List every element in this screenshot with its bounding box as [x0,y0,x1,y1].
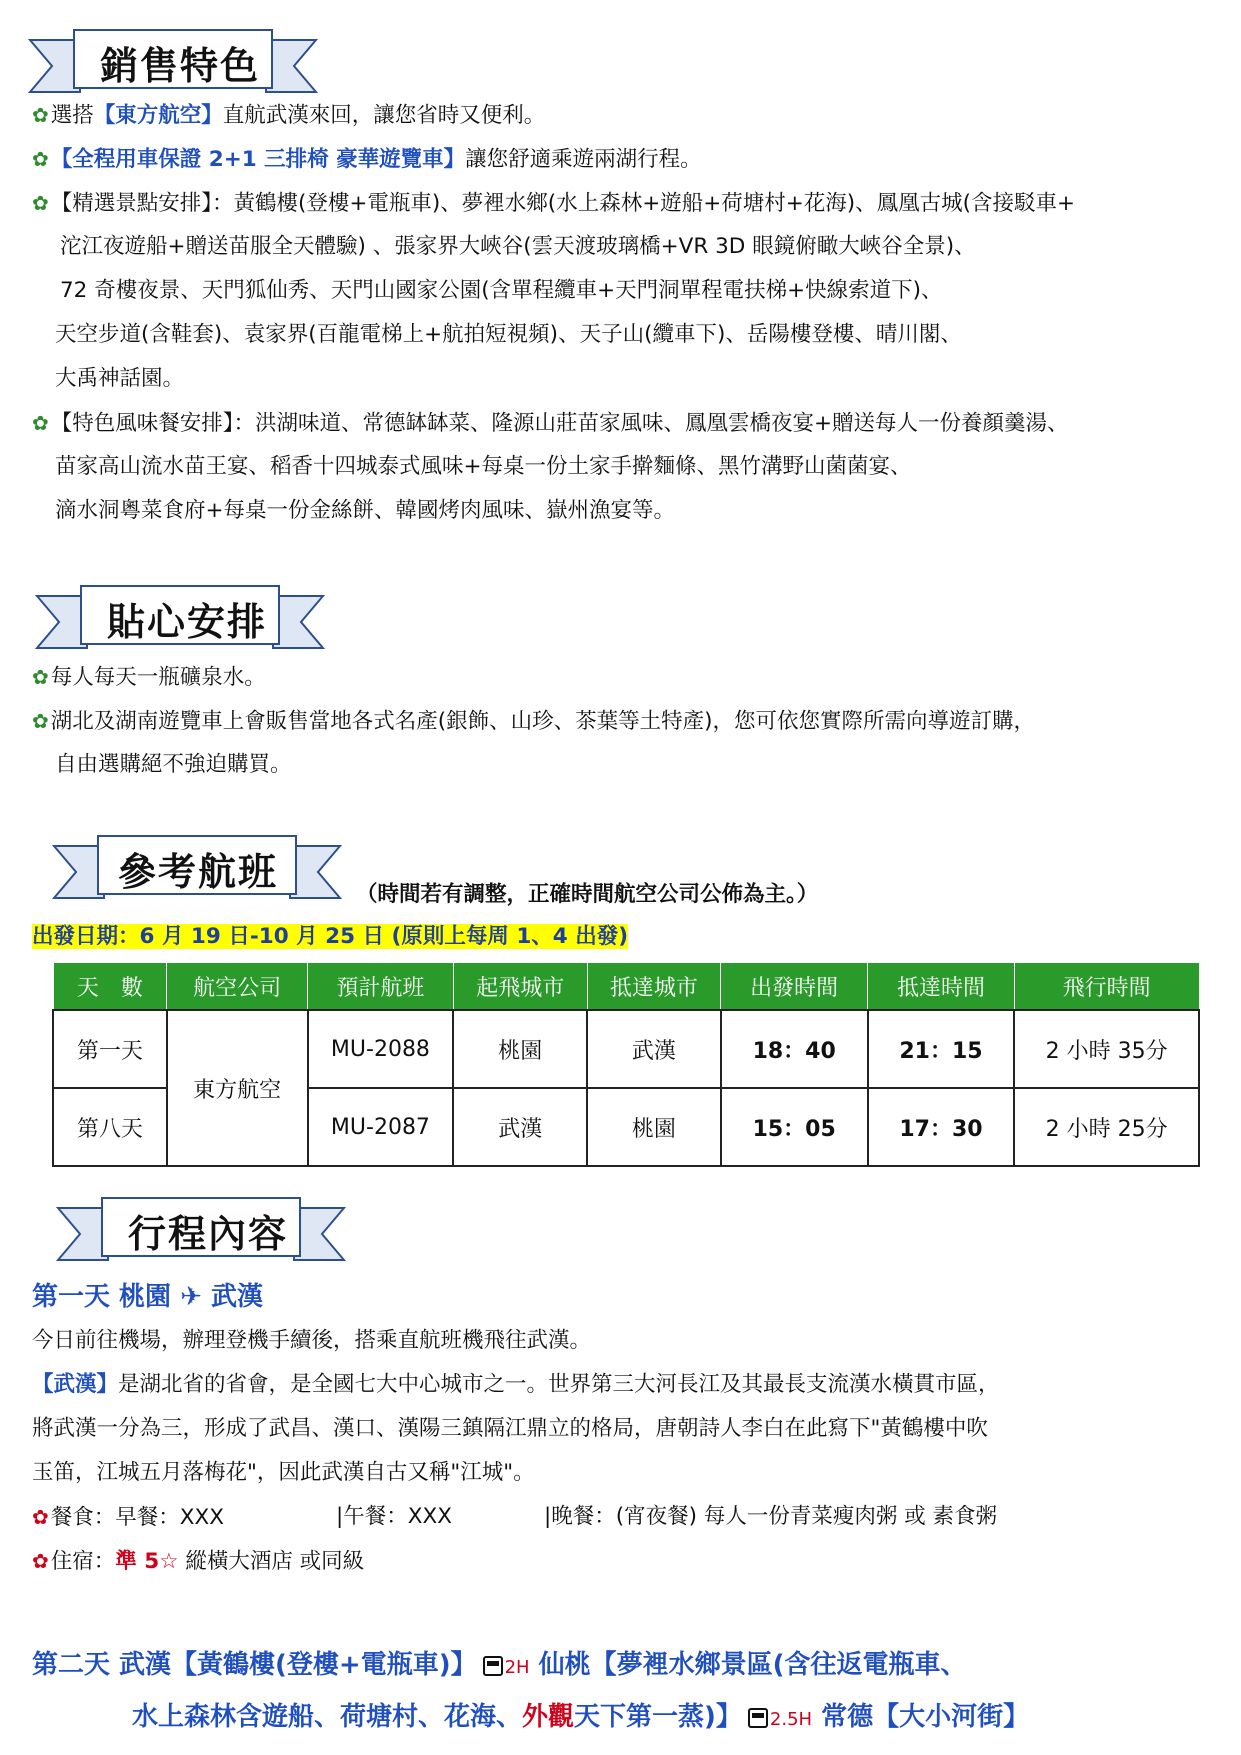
banner-title: 參考航班 [118,850,279,894]
table-row [53,1010,1199,1088]
bus-icon [483,1656,503,1676]
flight-note: （時間若有調整，正確時間航空公司公佈為主。） [356,882,819,907]
table-header-row [53,963,1199,1011]
day2-title-line-2: 水上森林含遊船、荷塘村、花海、外觀天下第一蒸)】 2.5H 常德【大小河街】 [132,1702,1030,1732]
care-line-1: ✿每人每天一瓶礦泉水。 [32,665,266,690]
column-header: 飛行時間 [1014,963,1199,1011]
flower-icon: ✿ [32,191,49,215]
day1-line-4: 玉笛，江城五月落梅花"，因此武漢自古又稱"江城"。 [32,1460,535,1485]
sales-line-5: 72 奇樓夜景、天門狐仙秀、天門山國家公園(含單程纜車+天門洞單程電扶梯+快線索道下)、 [60,278,943,303]
banner-care [35,584,325,656]
cell-day: 第一天 [53,1010,167,1088]
column-header: 航空公司 [167,963,308,1011]
day1-line-1: 今日前往機場，辦理登機手續後，搭乘直航班機飛往武漢。 [32,1328,592,1353]
banner-title: 貼心安排 [107,600,268,644]
day1-meals: ✿餐食：早餐：XXX [32,1505,224,1530]
care-line-2: ✿湖北及湖南遊覽車上會販售當地各式名產(銀飾、山珍、茶葉等土特產)，您可依您實際所需向導遊訂購， [32,709,1036,734]
cell-dur: 2 小時 25分 [1014,1088,1199,1166]
cell-arr: 21：15 [868,1010,1015,1088]
day1-hotel: ✿住宿：準 5☆ 縱橫大酒店 或同級 [32,1549,365,1574]
sales-line-2: ✿【全程用車保證 2+1 三排椅 豪華遊覽車】讓您舒適乘遊兩湖行程。 [32,147,702,172]
flower-icon: ✿ [32,709,49,733]
sales-line-3: ✿【精選景點安排】：黃鶴樓(登樓+電瓶車)、夢裡水鄉(水上森林+遊船+荷塘村+花海)、鳳凰古城(含接駁車+ [32,191,1076,216]
sales-line-7: 大禹神話園。 [55,366,185,391]
banner-itinerary [56,1196,346,1268]
cell-dur: 2 小時 35分 [1014,1010,1199,1088]
day1-line-3: 將武漢一分為三，形成了武昌、漢口、漢陽三鎮隔江鼎立的格局，唐朝詩人李白在此寫下"黃鶴樓中吹 [32,1416,988,1441]
column-header: 抵達時間 [868,963,1015,1011]
flower-icon: ✿ [32,411,49,435]
sales-line-6: 天空步道(含鞋套)、袁家界(百龍電梯上+航拍短視頻)、天子山(纜車下)、岳陽樓登樓、晴川閣、 [55,322,962,347]
bus-icon [748,1708,768,1728]
cell-to: 武漢 [587,1010,721,1088]
care-line-3: 自由選購絕不強迫購買。 [55,752,292,777]
cell-to: 桃園 [587,1088,721,1166]
cell-from: 桃園 [453,1010,587,1088]
flower-icon: ✿ [32,665,49,689]
cell-flight: MU-2087 [308,1088,454,1166]
banner-flight [52,834,342,906]
sales-line-10: 滴水洞粵菜食府+每桌一份金絲餅、韓國烤肉風味、嶽州漁宴等。 [55,498,676,523]
flower-icon: ✿ [32,1549,49,1573]
column-header: 天 數 [53,963,167,1011]
cell-day: 第八天 [53,1088,167,1166]
sales-line-1: ✿選搭【東方航空】直航武漢來回，讓您省時又便利。 [32,103,546,128]
day1-dinner: |晚餐：(宵夜餐) 每人一份青菜瘦肉粥 或 素食粥 [544,1504,998,1529]
day1-lunch: |午餐：XXX [336,1504,452,1529]
sales-line-4: 沱江夜遊船+贈送苗服全天體驗) 、張家界大峽谷(雲天渡玻璃橋+VR 3D 眼鏡俯瞰大峽谷全景)、 [60,234,976,259]
banner-title: 行程內容 [128,1212,289,1256]
sales-line-9: 苗家高山流水苗王宴、稻香十四城泰式風味+每桌一份土家手擀麵條、黑竹溝野山菌菌宴、 [55,454,912,479]
column-header: 預計航班 [308,963,454,1011]
flight-table [52,962,1200,1167]
cell-flight: MU-2088 [308,1010,454,1088]
flower-icon: ✿ [32,147,49,171]
sales-line-8: ✿【特色風味餐安排】：洪湖味道、常德缽缽菜、隆源山莊苗家風味、鳳凰雲橋夜宴+贈送每人一份養顏羹湯、 [32,411,1069,436]
banner-sales [28,28,318,100]
cell-dep: 18：40 [721,1010,868,1088]
banner-title: 銷售特色 [100,44,261,88]
cell-arr: 17：30 [868,1088,1015,1166]
day2-title-line-1: 第二天 武漢【黃鶴樓(登樓+電瓶車)】 2H 仙桃【夢裡水鄉景區(含往返電瓶車、 [32,1650,967,1680]
cell-airline: 東方航空 [167,1010,308,1166]
column-header: 抵達城市 [587,963,721,1011]
day1-line-2: 【武漢】是湖北省的省會，是全國七大中心城市之一。世界第三大河長江及其最長支流漢水橫貫市區， [32,1372,1000,1397]
cell-dep: 15：05 [721,1088,868,1166]
column-header: 起飛城市 [453,963,587,1011]
departure-dates: 出發日期：6 月 19 日-10 月 25 日 (原則上每周 1、4 出發) [32,924,629,949]
day1-title: 第一天 桃園 ✈ 武漢 [32,1282,263,1312]
flower-icon: ✿ [32,1505,49,1529]
flower-icon: ✿ [32,103,49,127]
cell-from: 武漢 [453,1088,587,1166]
column-header: 出發時間 [721,963,868,1011]
